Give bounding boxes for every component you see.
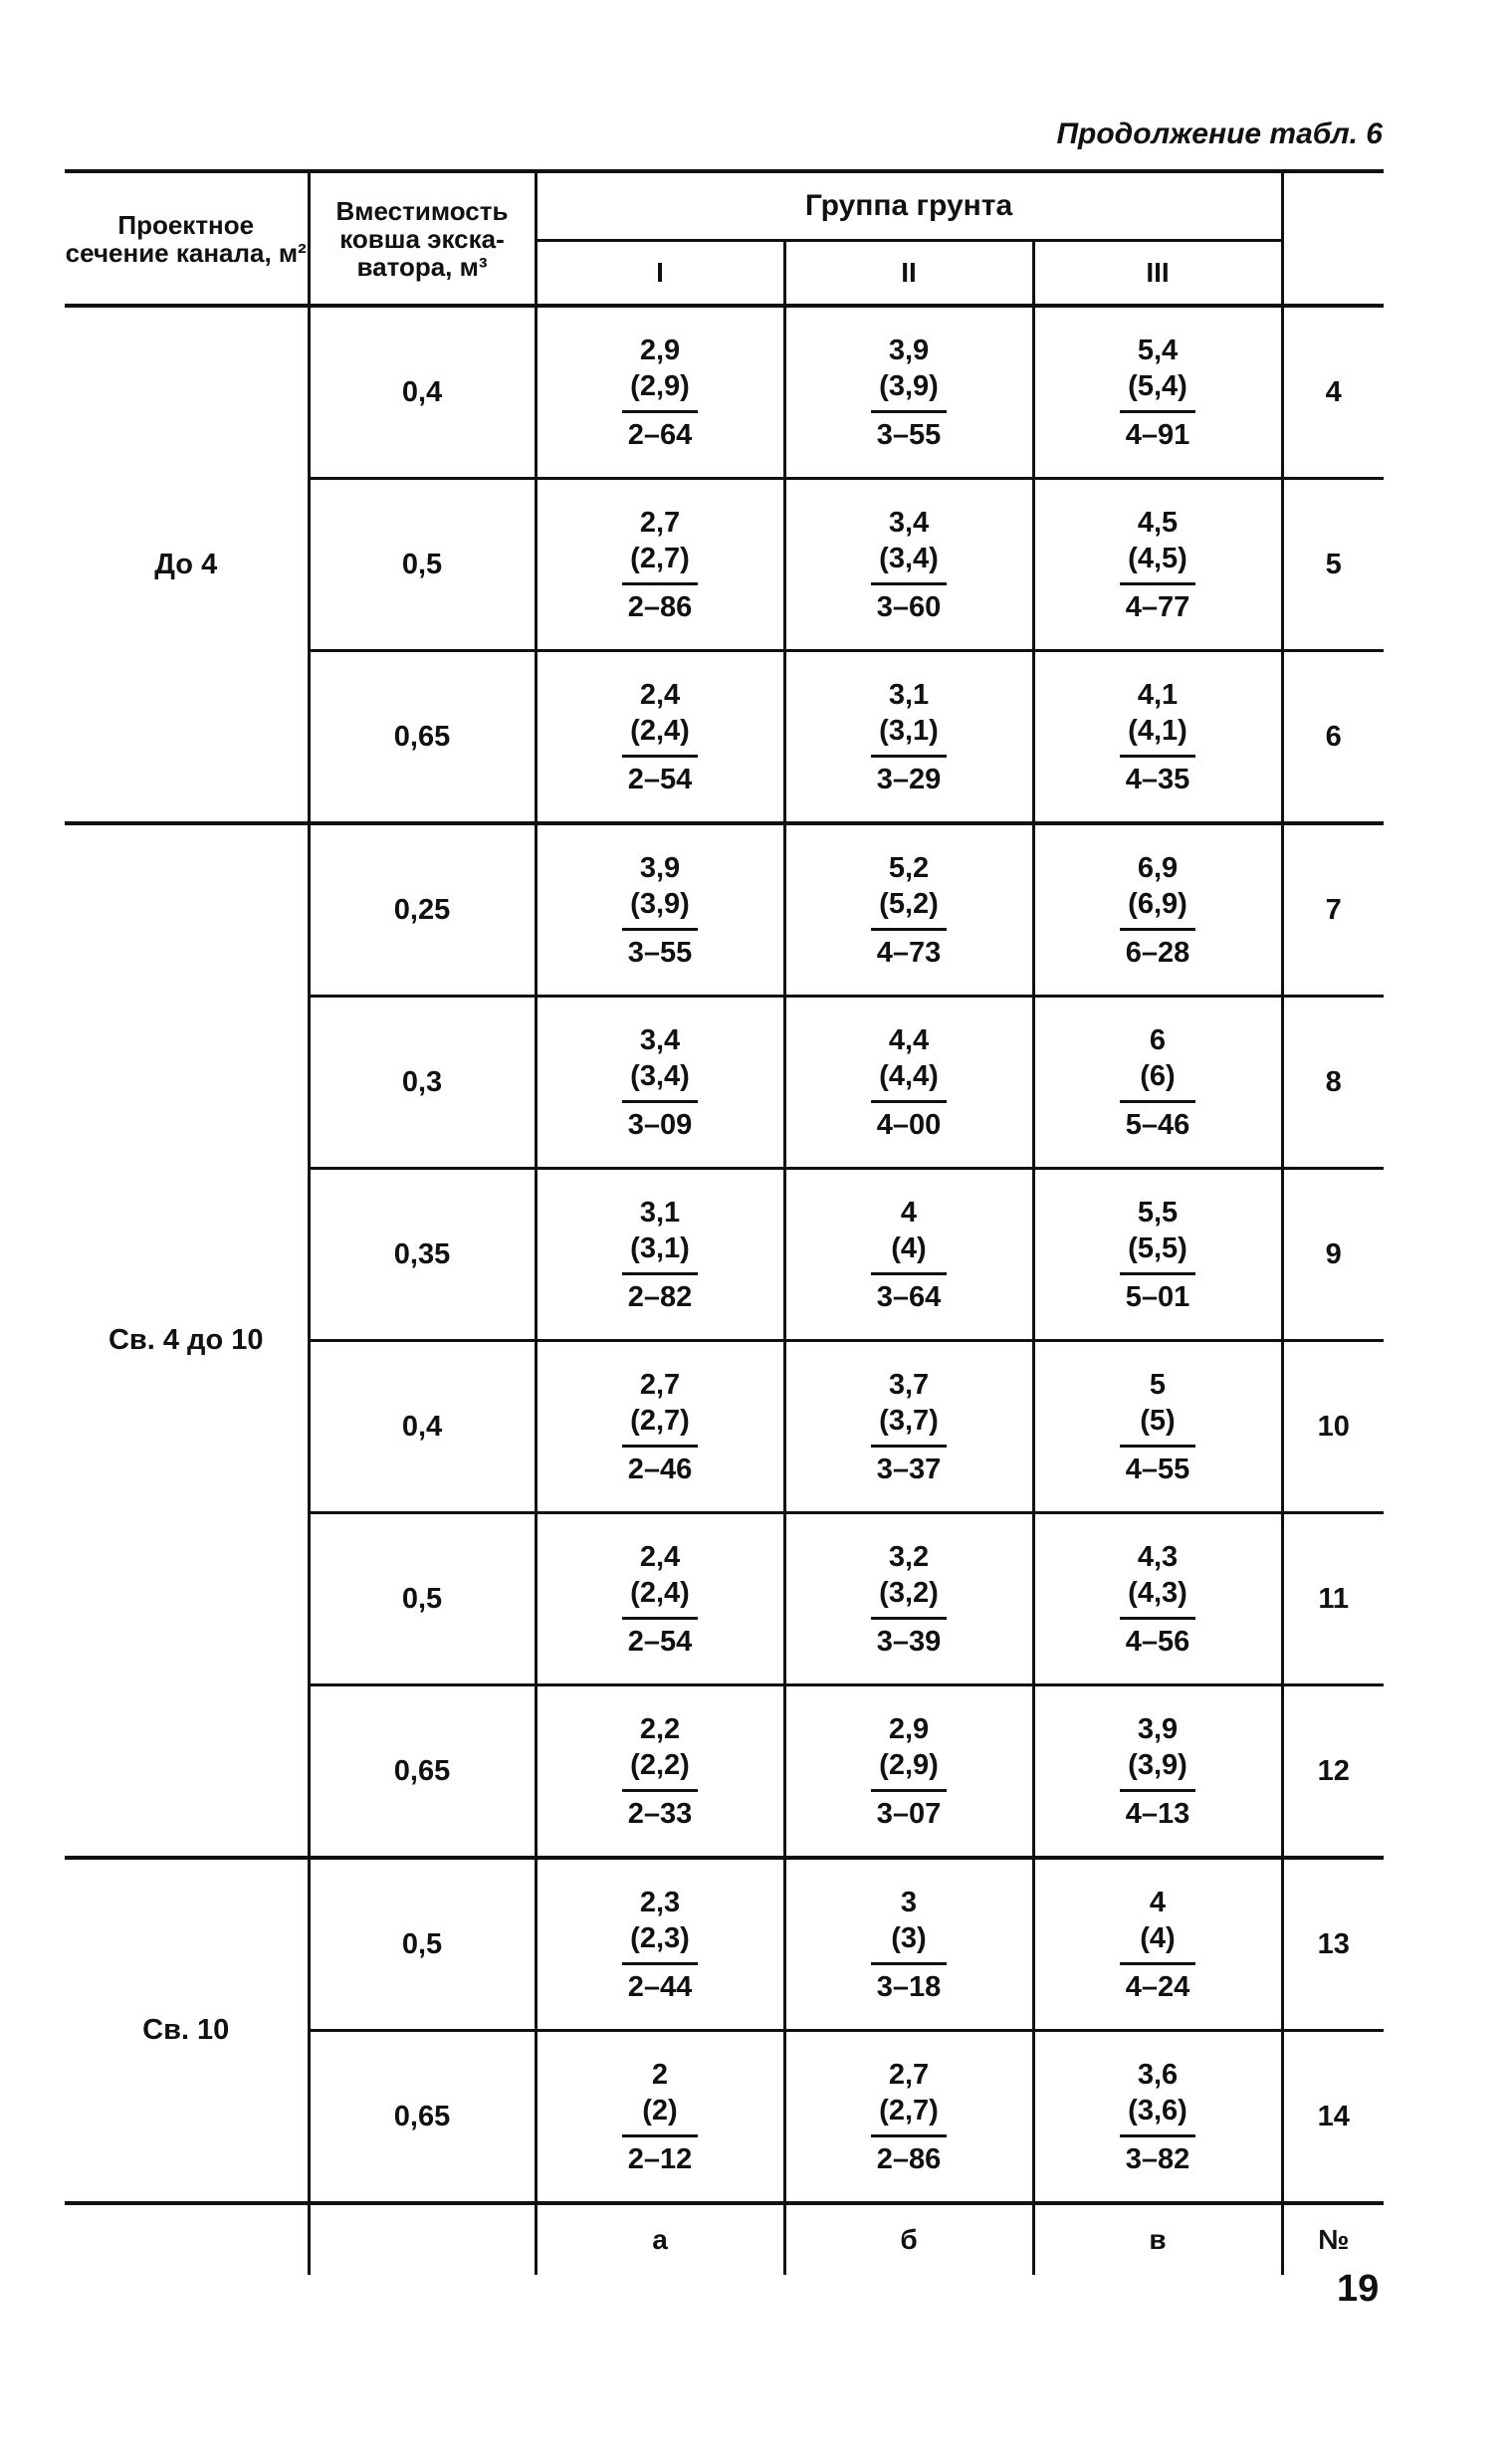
norms-table bbox=[65, 169, 1384, 2275]
norm-time-bracket-value: (3) bbox=[891, 1921, 927, 1954]
norm-time-value: 2,3 bbox=[639, 1886, 681, 1918]
price-value: 4–77 bbox=[1125, 590, 1190, 623]
norm-time-bracket-value: (2,9) bbox=[630, 369, 690, 402]
row-number: 11 bbox=[1282, 1513, 1384, 1685]
norm-time-value: 3,1 bbox=[639, 1196, 681, 1229]
table-row bbox=[65, 823, 1384, 997]
norm-time-bracket-value: (6,9) bbox=[1128, 887, 1188, 920]
fraction-bar bbox=[871, 1272, 947, 1275]
norm-time-value: 4,5 bbox=[1137, 506, 1179, 539]
norm-time-value: 4 bbox=[900, 1196, 918, 1229]
norm-time-bracket-value: (3,4) bbox=[879, 542, 939, 574]
norm-cell bbox=[1033, 1858, 1282, 2031]
price-value: 2–86 bbox=[876, 2142, 942, 2175]
norm-fraction bbox=[622, 1022, 698, 1143]
bucket-capacity: 0,65 bbox=[309, 651, 536, 824]
norm-time-value: 3,4 bbox=[639, 1023, 681, 1056]
price-value: 2–54 bbox=[627, 1625, 693, 1658]
norm-cell bbox=[784, 651, 1033, 824]
price-value: 4–24 bbox=[1125, 1970, 1190, 2003]
price-value: 2–46 bbox=[627, 1453, 693, 1485]
section-label: Св. 4 до 10 bbox=[65, 823, 309, 1858]
section-label: До 4 bbox=[65, 306, 309, 823]
norm-cell bbox=[1033, 306, 1282, 479]
header-number bbox=[1282, 171, 1384, 306]
norm-fraction bbox=[871, 2057, 947, 2177]
fraction-bar bbox=[871, 755, 947, 758]
norm-time-value: 4,1 bbox=[1137, 678, 1179, 711]
bucket-capacity: 0,4 bbox=[309, 306, 536, 479]
norm-fraction bbox=[622, 1367, 698, 1487]
norm-time-bracket-value: (5,5) bbox=[1128, 1232, 1188, 1264]
norm-fraction bbox=[1120, 505, 1195, 625]
price-value: 4–00 bbox=[876, 1108, 942, 1141]
norm-cell bbox=[784, 479, 1033, 651]
price-value: 4–13 bbox=[1125, 1797, 1190, 1830]
bucket-capacity: 0,5 bbox=[309, 1858, 536, 2031]
norm-time-value: 2,4 bbox=[639, 678, 681, 711]
norm-time-value: 3,4 bbox=[888, 506, 930, 539]
footer-letter-v: в bbox=[1033, 2203, 1282, 2275]
norm-time-bracket-value: (4) bbox=[1140, 1921, 1176, 1954]
norm-cell bbox=[536, 1169, 784, 1341]
header-group-1: I bbox=[536, 241, 784, 307]
norm-time-bracket-value: (2) bbox=[642, 2094, 678, 2127]
norm-cell bbox=[1033, 2031, 1282, 2204]
norm-time-value: 5,4 bbox=[1137, 334, 1179, 366]
norm-cell bbox=[1033, 997, 1282, 1169]
price-value: 2–44 bbox=[627, 1970, 693, 2003]
price-value: 2–33 bbox=[627, 1797, 693, 1830]
norm-time-value: 4 bbox=[1149, 1886, 1167, 1918]
fraction-bar bbox=[1120, 1789, 1195, 1792]
bucket-capacity: 0,5 bbox=[309, 1513, 536, 1685]
norm-time-value: 2,4 bbox=[639, 1540, 681, 1573]
norm-time-bracket-value: (3,7) bbox=[879, 1404, 939, 1437]
fraction-bar bbox=[1120, 1962, 1195, 1965]
norm-time-value: 2,7 bbox=[639, 1368, 681, 1401]
row-number: 8 bbox=[1282, 997, 1384, 1169]
price-value: 4–91 bbox=[1125, 418, 1190, 451]
fraction-bar bbox=[622, 410, 698, 413]
price-value: 3–64 bbox=[876, 1280, 942, 1313]
price-value: 3–39 bbox=[876, 1625, 942, 1658]
norm-cell bbox=[1033, 651, 1282, 824]
norm-cell bbox=[536, 1341, 784, 1513]
fraction-bar bbox=[871, 1789, 947, 1792]
price-value: 4–35 bbox=[1125, 763, 1190, 795]
norm-time-value: 2,7 bbox=[639, 506, 681, 539]
table-row bbox=[65, 306, 1384, 479]
norm-cell bbox=[784, 2031, 1033, 2204]
norm-time-bracket-value: (3,2) bbox=[879, 1576, 939, 1609]
header-section: Проектное сечение канала, м² bbox=[65, 171, 309, 306]
norm-cell bbox=[784, 823, 1033, 997]
fraction-bar bbox=[1120, 1445, 1195, 1448]
bucket-capacity: 0,3 bbox=[309, 997, 536, 1169]
norm-cell bbox=[536, 2031, 784, 2204]
header-group-3: III bbox=[1033, 241, 1282, 307]
row-number: 6 bbox=[1282, 651, 1384, 824]
norm-time-bracket-value: (4,5) bbox=[1128, 542, 1188, 574]
norm-time-bracket-value: (5,2) bbox=[879, 887, 939, 920]
norm-fraction bbox=[1120, 677, 1195, 797]
page-number: 19 bbox=[1337, 2268, 1380, 2310]
fraction-bar bbox=[871, 1445, 947, 1448]
row-number: 10 bbox=[1282, 1341, 1384, 1513]
norm-time-value: 2,2 bbox=[639, 1712, 681, 1745]
norm-time-value: 5 bbox=[1149, 1368, 1167, 1401]
section-label: Св. 10 bbox=[65, 1858, 309, 2203]
price-value: 3–29 bbox=[876, 763, 942, 795]
norm-fraction bbox=[871, 1022, 947, 1143]
table-row bbox=[65, 1858, 1384, 2031]
fraction-bar bbox=[871, 410, 947, 413]
bucket-capacity: 0,35 bbox=[309, 1169, 536, 1341]
row-number: 14 bbox=[1282, 2031, 1384, 2204]
norm-cell bbox=[536, 1685, 784, 1859]
fraction-bar bbox=[622, 1962, 698, 1965]
norm-fraction bbox=[1120, 850, 1195, 971]
norm-time-bracket-value: (6) bbox=[1140, 1059, 1176, 1092]
norm-time-bracket-value: (3,4) bbox=[630, 1059, 690, 1092]
norm-time-bracket-value: (3,6) bbox=[1128, 2094, 1188, 2127]
fraction-bar bbox=[1120, 1100, 1195, 1103]
norm-fraction bbox=[871, 333, 947, 453]
norm-fraction bbox=[622, 1885, 698, 2005]
norm-fraction bbox=[871, 677, 947, 797]
row-number: 4 bbox=[1282, 306, 1384, 479]
norm-time-bracket-value: (2,7) bbox=[630, 1404, 690, 1437]
norm-fraction bbox=[1120, 1885, 1195, 2005]
norm-fraction bbox=[871, 1539, 947, 1660]
price-value: 3–07 bbox=[876, 1797, 942, 1830]
price-value: 3–55 bbox=[876, 418, 942, 451]
norm-time-bracket-value: (4,4) bbox=[879, 1059, 939, 1092]
norm-time-bracket-value: (4) bbox=[891, 1232, 927, 1264]
norm-cell bbox=[1033, 1169, 1282, 1341]
norm-fraction bbox=[871, 1711, 947, 1832]
fraction-bar bbox=[622, 928, 698, 931]
norm-time-value: 3,9 bbox=[1137, 1712, 1179, 1745]
norm-fraction bbox=[622, 2057, 698, 2177]
fraction-bar bbox=[871, 928, 947, 931]
norm-fraction bbox=[622, 850, 698, 971]
price-value: 2–86 bbox=[627, 590, 693, 623]
footer-empty-capacity bbox=[309, 2203, 536, 2275]
fraction-bar bbox=[622, 1272, 698, 1275]
norm-cell bbox=[784, 1513, 1033, 1685]
norm-cell bbox=[784, 1685, 1033, 1859]
fraction-bar bbox=[622, 1100, 698, 1103]
norm-cell bbox=[784, 1341, 1033, 1513]
norm-time-value: 5,5 bbox=[1137, 1196, 1179, 1229]
fraction-bar bbox=[1120, 410, 1195, 413]
norm-time-bracket-value: (2,9) bbox=[879, 1748, 939, 1781]
bucket-capacity: 0,4 bbox=[309, 1341, 536, 1513]
fraction-bar bbox=[871, 582, 947, 585]
bucket-capacity: 0,65 bbox=[309, 1685, 536, 1859]
norm-time-value: 4,4 bbox=[888, 1023, 930, 1056]
norm-time-value: 3 bbox=[900, 1886, 918, 1918]
table-footer bbox=[65, 2203, 1384, 2275]
norm-time-value: 5,2 bbox=[888, 851, 930, 884]
norm-fraction bbox=[1120, 1711, 1195, 1832]
norm-time-bracket-value: (3,1) bbox=[879, 714, 939, 747]
norm-time-bracket-value: (2,7) bbox=[879, 2094, 939, 2127]
fraction-bar bbox=[622, 2134, 698, 2137]
norm-cell bbox=[1033, 479, 1282, 651]
norm-cell bbox=[784, 1858, 1033, 2031]
norm-fraction bbox=[1120, 2057, 1195, 2177]
fraction-bar bbox=[622, 1445, 698, 1448]
bucket-capacity: 0,25 bbox=[309, 823, 536, 997]
norm-time-bracket-value: (2,3) bbox=[630, 1921, 690, 1954]
norm-fraction bbox=[871, 850, 947, 971]
fraction-bar bbox=[622, 755, 698, 758]
price-value: 3–82 bbox=[1125, 2142, 1190, 2175]
norm-time-value: 2,9 bbox=[639, 334, 681, 366]
norm-time-value: 3,9 bbox=[888, 334, 930, 366]
norm-time-bracket-value: (3,9) bbox=[879, 369, 939, 402]
norm-cell bbox=[1033, 1685, 1282, 1859]
price-value: 3–18 bbox=[876, 1970, 942, 2003]
norm-time-bracket-value: (2,4) bbox=[630, 714, 690, 747]
fraction-bar bbox=[871, 1100, 947, 1103]
price-value: 3–60 bbox=[876, 590, 942, 623]
norm-time-value: 3,7 bbox=[888, 1368, 930, 1401]
fraction-bar bbox=[871, 1962, 947, 1965]
norm-fraction bbox=[871, 505, 947, 625]
price-value: 3–09 bbox=[627, 1108, 693, 1141]
norm-fraction bbox=[1120, 1022, 1195, 1143]
price-value: 2–64 bbox=[627, 418, 693, 451]
norm-time-value: 4,3 bbox=[1137, 1540, 1179, 1573]
norm-time-bracket-value: (2,4) bbox=[630, 1576, 690, 1609]
fraction-bar bbox=[622, 1617, 698, 1620]
norm-fraction bbox=[622, 333, 698, 453]
norm-fraction bbox=[871, 1367, 947, 1487]
fraction-bar bbox=[1120, 928, 1195, 931]
norm-time-bracket-value: (2,7) bbox=[630, 542, 690, 574]
norm-fraction bbox=[622, 1539, 698, 1660]
bucket-capacity: 0,5 bbox=[309, 479, 536, 651]
norm-fraction bbox=[871, 1885, 947, 2005]
norm-cell bbox=[1033, 1513, 1282, 1685]
footer-letter-a: а bbox=[536, 2203, 784, 2275]
norm-cell bbox=[1033, 1341, 1282, 1513]
fraction-bar bbox=[1120, 582, 1195, 585]
norm-time-bracket-value: (3,9) bbox=[630, 887, 690, 920]
norm-time-bracket-value: (4,3) bbox=[1128, 1576, 1188, 1609]
row-number: 5 bbox=[1282, 479, 1384, 651]
header-group-2: II bbox=[784, 241, 1033, 307]
price-value: 2–12 bbox=[627, 2142, 693, 2175]
norm-fraction bbox=[871, 1195, 947, 1315]
price-value: 4–55 bbox=[1125, 1453, 1190, 1485]
norm-time-bracket-value: (5,4) bbox=[1128, 369, 1188, 402]
norm-fraction bbox=[1120, 1539, 1195, 1660]
row-number: 9 bbox=[1282, 1169, 1384, 1341]
price-value: 3–55 bbox=[627, 936, 693, 969]
price-value: 2–82 bbox=[627, 1280, 693, 1313]
footer-letter-b: б bbox=[784, 2203, 1033, 2275]
norm-time-value: 2 bbox=[651, 2058, 669, 2091]
norm-cell bbox=[1033, 823, 1282, 997]
norm-fraction bbox=[622, 677, 698, 797]
header-capacity: Вместимость ковша экска-ватора, м³ bbox=[309, 171, 536, 306]
row-number: 7 bbox=[1282, 823, 1384, 997]
fraction-bar bbox=[1120, 1272, 1195, 1275]
norm-cell bbox=[536, 1858, 784, 2031]
norm-fraction bbox=[1120, 1195, 1195, 1315]
norm-cell bbox=[536, 997, 784, 1169]
norm-cell bbox=[784, 306, 1033, 479]
norm-time-value: 3,2 bbox=[888, 1540, 930, 1573]
norm-fraction bbox=[622, 505, 698, 625]
norm-time-bracket-value: (3,9) bbox=[1128, 1748, 1188, 1781]
price-value: 5–46 bbox=[1125, 1108, 1190, 1141]
fraction-bar bbox=[1120, 1617, 1195, 1620]
norm-cell bbox=[784, 1169, 1033, 1341]
norm-time-value: 3,9 bbox=[639, 851, 681, 884]
norm-time-value: 6,9 bbox=[1137, 851, 1179, 884]
norm-time-bracket-value: (5) bbox=[1140, 1404, 1176, 1437]
fraction-bar bbox=[871, 2134, 947, 2137]
norm-time-value: 6 bbox=[1149, 1023, 1167, 1056]
price-value: 6–28 bbox=[1125, 936, 1190, 969]
norm-time-bracket-value: (2,2) bbox=[630, 1748, 690, 1781]
norm-time-bracket-value: (4,1) bbox=[1128, 714, 1188, 747]
bucket-capacity: 0,65 bbox=[309, 2031, 536, 2204]
header-soil-group: Группа грунта bbox=[536, 171, 1282, 241]
norm-cell bbox=[536, 1513, 784, 1685]
norm-time-value: 2,7 bbox=[888, 2058, 930, 2091]
footer-number-label: № bbox=[1318, 2224, 1350, 2255]
table-header bbox=[65, 171, 1384, 306]
norm-fraction bbox=[622, 1711, 698, 1832]
price-value: 2–54 bbox=[627, 763, 693, 795]
norm-time-value: 2,9 bbox=[888, 1712, 930, 1745]
norm-fraction bbox=[1120, 333, 1195, 453]
norm-cell bbox=[536, 306, 784, 479]
norm-time-bracket-value: (3,1) bbox=[630, 1232, 690, 1264]
price-value: 4–56 bbox=[1125, 1625, 1190, 1658]
norm-time-value: 3,6 bbox=[1137, 2058, 1179, 2091]
row-number: 13 bbox=[1282, 1858, 1384, 2031]
norm-cell bbox=[536, 651, 784, 824]
price-value: 4–73 bbox=[876, 936, 942, 969]
norm-cell bbox=[784, 997, 1033, 1169]
price-value: 5–01 bbox=[1125, 1280, 1190, 1313]
fraction-bar bbox=[1120, 755, 1195, 758]
norm-cell bbox=[536, 823, 784, 997]
price-value: 3–37 bbox=[876, 1453, 942, 1485]
fraction-bar bbox=[1120, 2134, 1195, 2137]
norm-cell bbox=[536, 479, 784, 651]
table-body bbox=[65, 306, 1384, 2203]
fraction-bar bbox=[871, 1617, 947, 1620]
norm-fraction bbox=[1120, 1367, 1195, 1487]
norm-fraction bbox=[622, 1195, 698, 1315]
table-caption: Продолжение табл. 6 bbox=[1056, 117, 1383, 150]
footer-empty-section bbox=[65, 2203, 309, 2275]
row-number: 12 bbox=[1282, 1685, 1384, 1859]
norm-time-value: 3,1 bbox=[888, 678, 930, 711]
fraction-bar bbox=[622, 1789, 698, 1792]
fraction-bar bbox=[622, 582, 698, 585]
